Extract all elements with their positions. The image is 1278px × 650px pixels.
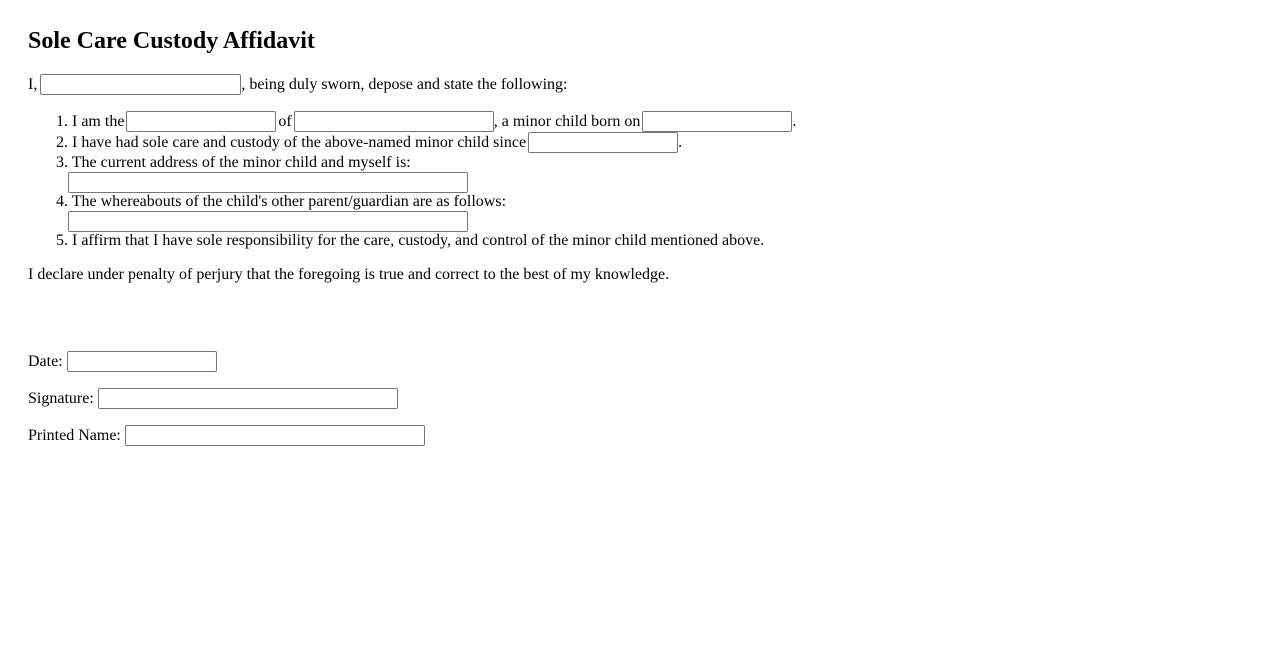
- date-row: [28, 352, 219, 372]
- custody-since-date-input[interactable]: [528, 132, 678, 153]
- printed-name-input[interactable]: [125, 425, 425, 446]
- item-1-text-c: , a minor child born on: [493, 113, 641, 131]
- item-number: 3.: [56, 154, 68, 171]
- printed-name-row: [28, 426, 427, 446]
- intro-suffix: , being duly sworn, depose and state the following:: [241, 76, 568, 94]
- signature-input[interactable]: [98, 388, 398, 409]
- item-1-text-b: of: [278, 113, 292, 131]
- item-number: 5.: [56, 232, 68, 249]
- other-parent-whereabouts-input[interactable]: [68, 211, 468, 232]
- list-item-4: [28, 192, 506, 212]
- page-title: Sole Care Custody Affidavit: [28, 28, 315, 54]
- item-3-text: The current address of the minor child and myself is:: [71, 154, 411, 171]
- printed-name-label: Printed Name:: [28, 427, 121, 445]
- list-item-5: [28, 231, 764, 251]
- item-1-text-d: .: [792, 113, 797, 131]
- child-name-input[interactable]: [294, 111, 494, 132]
- item-4-text: The whereabouts of the child's other parent/guardian are as follows:: [71, 193, 507, 210]
- date-input[interactable]: [67, 351, 217, 372]
- child-birthdate-input[interactable]: [642, 111, 792, 132]
- list-item-1: [28, 112, 796, 132]
- item-number: 1.: [56, 113, 68, 131]
- date-label: Date:: [28, 353, 63, 371]
- intro-line: [28, 75, 568, 95]
- affiant-name-input[interactable]: [40, 74, 241, 95]
- intro-prefix: I,: [28, 76, 38, 94]
- list-item-3: [28, 153, 411, 173]
- item-2-text-a: I have had sole care and custody of the above-named minor child since: [72, 134, 527, 152]
- item-5-text: I affirm that I have sole responsibility for the care, custody, and control of the minor child mentioned above.: [72, 232, 765, 249]
- list-item-2: [28, 133, 682, 153]
- signature-row: [28, 389, 400, 409]
- item-2-text-b: .: [678, 134, 683, 152]
- item-number: 4.: [56, 193, 68, 210]
- item-number: 2.: [56, 134, 68, 152]
- relationship-input[interactable]: [126, 111, 276, 132]
- current-address-input[interactable]: [68, 172, 468, 193]
- signature-label: Signature:: [28, 390, 94, 408]
- declaration-text: I declare under penalty of perjury that the foregoing is true and correct to the best of my knowledge.: [28, 266, 670, 283]
- item-1-text-a: I am the: [72, 113, 125, 131]
